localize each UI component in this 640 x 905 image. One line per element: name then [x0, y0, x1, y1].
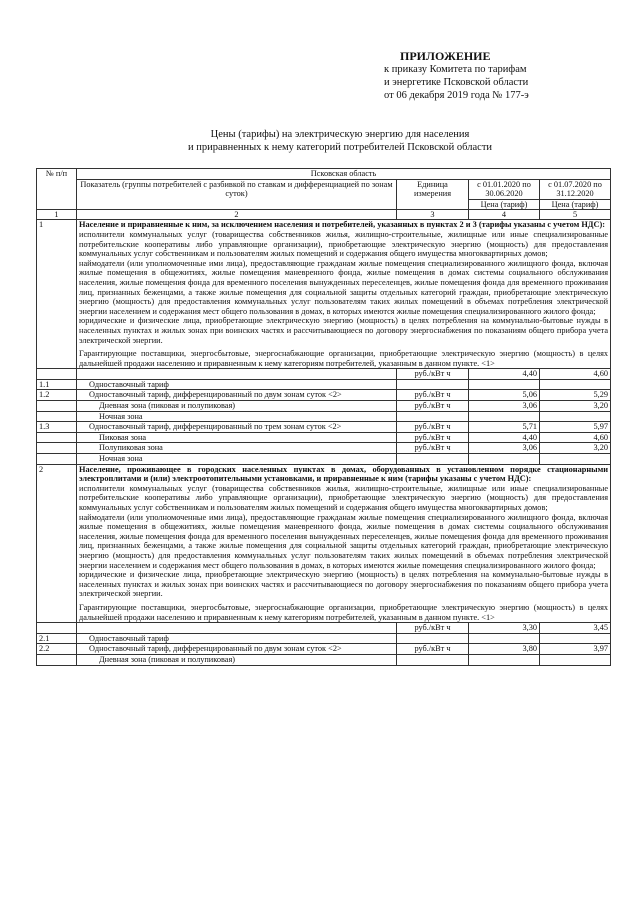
column-number-row — [37, 210, 611, 220]
row-number — [37, 411, 77, 422]
section-paragraph: Гарантирующие поставщики, энергосбытовые, энергоснабжающие организации, приобретающие электрическую энергию (мощность) в целях дальнейшей продажи населению и приравненным к нему категориям потребителей, указанным в данном пункте. <1> — [79, 602, 609, 622]
row-unit: руб./кВт ч — [397, 623, 469, 634]
row-value-2: 4,60 — [540, 369, 611, 380]
row-label: Ночная зона — [77, 411, 397, 422]
row-value-1 — [469, 379, 540, 390]
row-number: 1.3 — [37, 422, 77, 433]
tariff-row — [37, 454, 611, 465]
tariff-row — [37, 644, 611, 655]
row-value-1: 4,40 — [469, 369, 540, 380]
row-label: Одноставочный тариф, дифференцированный по двум зонам суток <2> — [77, 644, 397, 655]
row-label: Пиковая зона — [77, 432, 397, 443]
section-title: Население, проживающее в городских населенных пунктах в домах, оборудованных в установленном порядке стационарными электроплитами и (или) электроотопительными установками, и приравненные к ним (тарифы указаны с учетом НДС): — [79, 464, 609, 484]
section-number: 2 — [37, 464, 77, 623]
row-unit: руб./кВт ч — [397, 443, 469, 454]
column-number: 2 — [77, 210, 397, 220]
row-unit: руб./кВт ч — [397, 369, 469, 380]
column-number: 3 — [397, 210, 469, 220]
row-unit: руб./кВт ч — [397, 432, 469, 443]
row-unit — [397, 379, 469, 390]
section-paragraph: юридические и физические лица, приобретающие электрическую энергию (мощность) в целях потребления на коммунально-бытовые нужды в населенных пунктах и жилых зонах при воинских частях и рассчитывающиеся по договору энергоснабжения по показаниям общего прибора учета электрической энергии. — [79, 570, 609, 599]
section-description — [77, 464, 611, 623]
section-number: 1 — [37, 220, 77, 369]
row-number — [37, 443, 77, 454]
section-paragraph: исполнители коммунальных услуг (товарищества собственников жилья, жилищно-строительные, жилищные или иные специализированные потребительские кооперативы либо управляющие организации), приобретающие электрическую энергию (мощность) для предоставления коммунальных услуг собственникам и пользователям жилых помещений и содержания общего имущества многоквартирных домов; — [79, 229, 609, 259]
section-row — [37, 220, 611, 369]
header-region: Псковская область — [77, 169, 611, 180]
header-indicator: Показатель (группы потребителей с разбивкой по ставкам и дифференциацией по зонам суток) — [77, 179, 397, 210]
section-paragraph: юридические и физические лица, приобретающие электрическую энергию (мощность) в целях потребления на коммунально-бытовые нужды в населенных пунктах и жилых зонах при воинских частях и рассчитывающиеся по договору энергоснабжения по показаниям общего прибора учета электрической энергии. — [79, 316, 609, 345]
row-label — [77, 369, 397, 380]
section-paragraph: наймодатели (или уполномоченные ими лица), предоставляющие гражданам жилые помещения специализированного жилищного фонда, включая жилые помещения в общежитиях, жилые помещения маневренного фонда, жилые помещения в домах системы социального обслуживания населения, жилые помещения фонда для временного поселения вынужденных переселенцев, жилые помещения фонда для временного проживания лиц, признанных беженцами, а также жилые помещения для социальной защиты отдельных категорий граждан, приобретающие электрическую энергию (мощность) для предоставления коммунальных услуг пользователям таких жилых помещений в объемах потребления электрической энергии населением и содержания мест общего пользования в домах, в которых имеются жилые помещения специализированного жилого фонда; — [79, 258, 609, 316]
row-value-1 — [469, 411, 540, 422]
tariff-row — [37, 401, 611, 412]
section-paragraph: наймодатели (или уполномоченные ими лица), предоставляющие гражданам жилые помещения специализированного жилищного фонда, включая жилые помещения в общежитиях, жилые помещения маневренного фонда, жилые помещения в домах системы социального обслуживания населения, жилые помещения фонда для временного поселения вынужденных переселенцев, жилые помещения фонда для временного проживания лиц, признанных беженцами, а также жилые помещения для социальной защиты отдельных категорий граждан, приобретающие электрическую энергию (мощность) для предоставления коммунальных услуг пользователям таких жилых помещений в объемах потребления электрической энергии населением и содержания мест общего пользования в домах, в которых имеются жилые помещения специализированного жилого фонда; — [79, 512, 609, 570]
row-unit — [397, 633, 469, 644]
row-number: 2.1 — [37, 633, 77, 644]
tariff-row — [37, 443, 611, 454]
section-title: Население и приравненные к ним, за исключением населения и потребителей, указанных в пунктах 2 и 3 (тарифы указаны с учетом НДС): — [79, 220, 605, 230]
header-row — [37, 179, 611, 199]
appendix-title: ПРИЛОЖЕНИЕ — [400, 49, 491, 63]
row-number: 2.2 — [37, 644, 77, 655]
tariff-row — [37, 633, 611, 644]
row-label: Дневная зона (пиковая и полупиковая) — [77, 401, 397, 412]
row-label: Дневная зона (пиковая и полупиковая) — [77, 654, 397, 665]
row-value-1: 3,06 — [469, 401, 540, 412]
row-unit: руб./кВт ч — [397, 390, 469, 401]
row-value-1: 3,06 — [469, 443, 540, 454]
appendix-line: от 06 декабря 2019 года № 177-э — [384, 90, 529, 101]
row-label: Ночная зона — [77, 454, 397, 465]
section-paragraph: Гарантирующие поставщики, энергосбытовые, энергоснабжающие организации, приобретающие электрическую энергию (мощность) в целях дальнейшей продажи населению и приравненным к нему категориям потребителей, указанным в данном пункте. <1> — [79, 349, 609, 368]
row-unit: руб./кВт ч — [397, 401, 469, 412]
column-number: 1 — [37, 210, 77, 220]
row-value-1 — [469, 454, 540, 465]
row-number: 1.2 — [37, 390, 77, 401]
row-label — [77, 623, 397, 634]
header-price-2: Цена (тариф) — [540, 199, 611, 210]
section-paragraph: исполнители коммунальных услуг (товарищества собственников жилья, жилищно-строительные, жилищные или иные специализированные потребительские кооперативы либо управляющие организации), приобретающие электрическую энергию (мощность) для предоставления коммунальных услуг собственникам и пользователям жилых помещений и содержания общего имущества многоквартирных домов; — [79, 483, 609, 512]
header-period-2: с 01.07.2020 по 31.12.2020 — [540, 179, 611, 199]
row-number — [37, 401, 77, 412]
tariff-row — [37, 411, 611, 422]
row-number: 1.1 — [37, 379, 77, 390]
row-value-2 — [540, 411, 611, 422]
tariff-row — [37, 369, 611, 380]
row-value-2: 4,60 — [540, 432, 611, 443]
row-value-1: 3,30 — [469, 623, 540, 634]
row-value-1: 5,06 — [469, 390, 540, 401]
header-num: № п/п — [37, 169, 77, 210]
row-unit — [397, 411, 469, 422]
row-value-2: 3,20 — [540, 443, 611, 454]
header-price-1: Цена (тариф) — [469, 199, 540, 210]
section-description — [77, 220, 611, 369]
tariff-row — [37, 623, 611, 634]
row-number — [37, 654, 77, 665]
row-value-2: 5,29 — [540, 390, 611, 401]
row-unit: руб./кВт ч — [397, 644, 469, 655]
appendix-block — [384, 50, 634, 102]
row-label: Одноставочный тариф, дифференцированный по трем зонам суток <2> — [77, 422, 397, 433]
row-number — [37, 432, 77, 443]
row-value-1: 5,71 — [469, 422, 540, 433]
row-value-1: 4,40 — [469, 432, 540, 443]
row-value-2: 3,20 — [540, 401, 611, 412]
row-value-2: 3,45 — [540, 623, 611, 634]
row-label: Полупиковая зона — [77, 443, 397, 454]
row-unit — [397, 654, 469, 665]
row-value-2 — [540, 454, 611, 465]
column-number: 4 — [469, 210, 540, 220]
tariff-row — [37, 379, 611, 390]
row-unit — [397, 454, 469, 465]
row-label: Одноставочный тариф — [77, 379, 397, 390]
section-row — [37, 464, 611, 623]
row-value-1: 3,80 — [469, 644, 540, 655]
row-number — [37, 623, 77, 634]
price-table — [36, 168, 611, 666]
header-unit: Единица измерения — [397, 179, 469, 210]
header-row — [37, 169, 611, 180]
appendix-line: и энергетике Псковской области — [384, 77, 529, 88]
tariff-row — [37, 654, 611, 665]
row-value-2: 3,97 — [540, 644, 611, 655]
row-value-1 — [469, 654, 540, 665]
appendix-line: к приказу Комитета по тарифам — [384, 64, 527, 75]
row-value-1 — [469, 633, 540, 644]
row-number — [37, 369, 77, 380]
row-label: Одноставочный тариф, дифференцированный по двум зонам суток <2> — [77, 390, 397, 401]
tariff-row — [37, 422, 611, 433]
header-period-1: с 01.01.2020 по 30.06.2020 — [469, 179, 540, 199]
tariff-row — [37, 432, 611, 443]
row-value-2 — [540, 379, 611, 390]
tariff-row — [37, 390, 611, 401]
row-value-2 — [540, 633, 611, 644]
row-value-2: 5,97 — [540, 422, 611, 433]
title-line: Цены (тарифы) на электрическую энергию для населения — [210, 129, 470, 140]
row-value-2 — [540, 654, 611, 665]
row-unit: руб./кВт ч — [397, 422, 469, 433]
title-line: и приравненных к нему категорий потребителей Псковской области — [187, 142, 493, 153]
row-number — [37, 454, 77, 465]
document-title — [160, 128, 520, 154]
column-number: 5 — [540, 210, 611, 220]
row-label: Одноставочный тариф — [77, 633, 397, 644]
